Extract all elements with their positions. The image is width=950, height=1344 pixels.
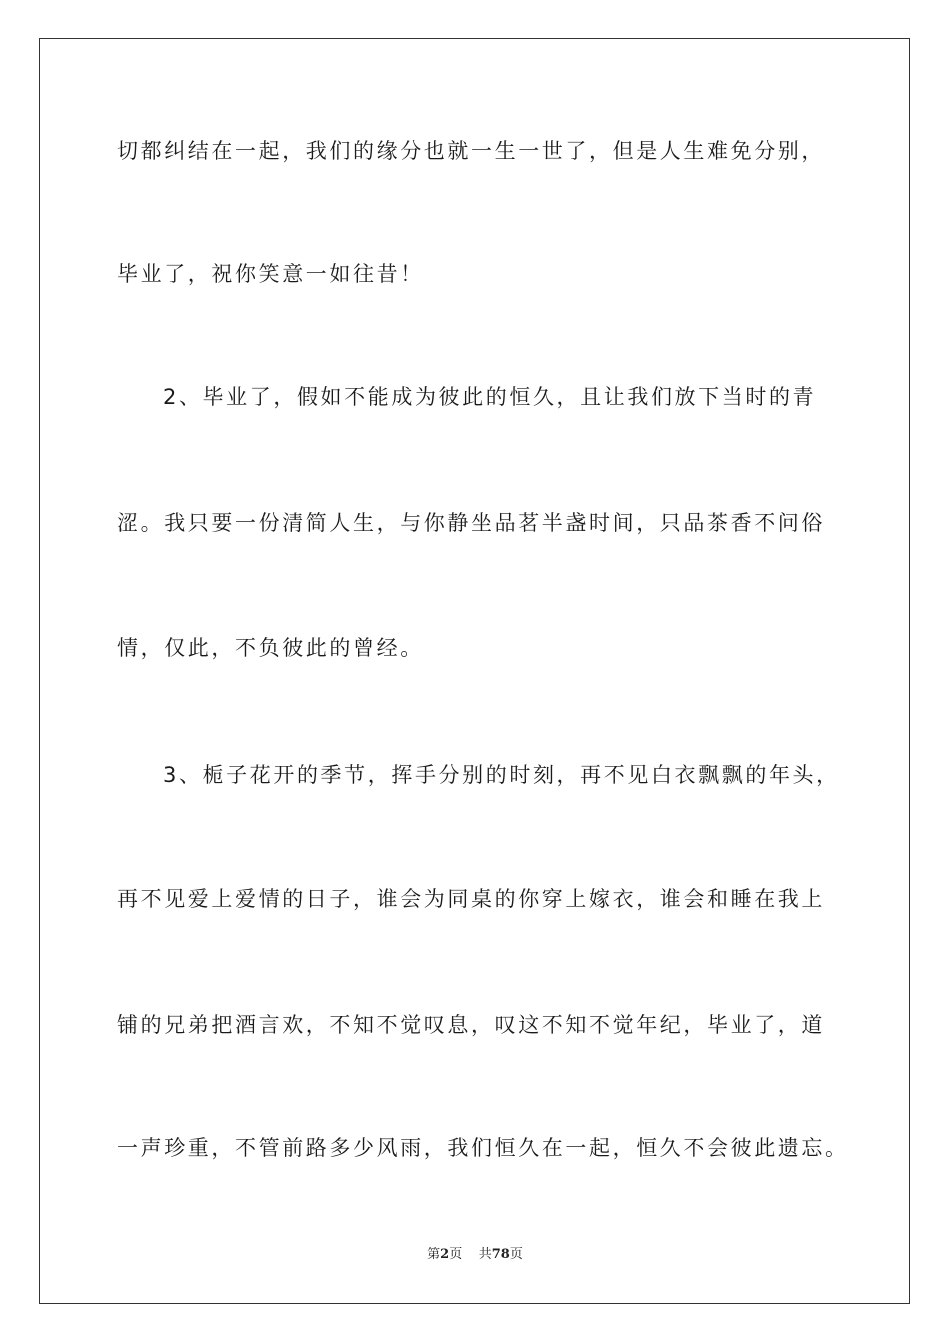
text-line: 涩。我只要一份清简人生，与你静坐品茗半盏时间，只品茶香不问俗 — [117, 511, 825, 535]
page-number: 2 — [440, 1247, 450, 1262]
total-suffix: 页 — [509, 1247, 523, 1262]
page-prefix: 第 — [427, 1247, 441, 1262]
total-pages: 78 — [491, 1247, 510, 1262]
text-line: 再不见爱上爱情的日子，谁会为同桌的你穿上嫁衣，谁会和睡在我上 — [117, 887, 825, 911]
text-line: 切都纠结在一起，我们的缘分也就一生一世了，但是人生难免分别， — [117, 139, 825, 163]
text-line: 3、栀子花开的季节，挥手分别的时刻，再不见白衣飘飘的年头， — [163, 763, 840, 787]
text-line: 毕业了，祝你笑意一如往昔！ — [117, 262, 424, 286]
total-prefix: 共 — [478, 1247, 492, 1262]
page-footer — [0, 1246, 950, 1264]
text-line: 2、毕业了，假如不能成为彼此的恒久，且让我们放下当时的青 — [163, 385, 817, 409]
page-border — [39, 38, 910, 1304]
page-suffix: 页 — [449, 1247, 463, 1262]
text-line: 情，仅此，不负彼此的曾经。 — [117, 636, 424, 660]
text-line: 铺的兄弟把酒言欢，不知不觉叹息，叹这不知不觉年纪，毕业了，道 — [117, 1013, 825, 1037]
text-line: 一声珍重，不管前路多少风雨，我们恒久在一起，恒久不会彼此遗忘。 — [117, 1136, 849, 1160]
